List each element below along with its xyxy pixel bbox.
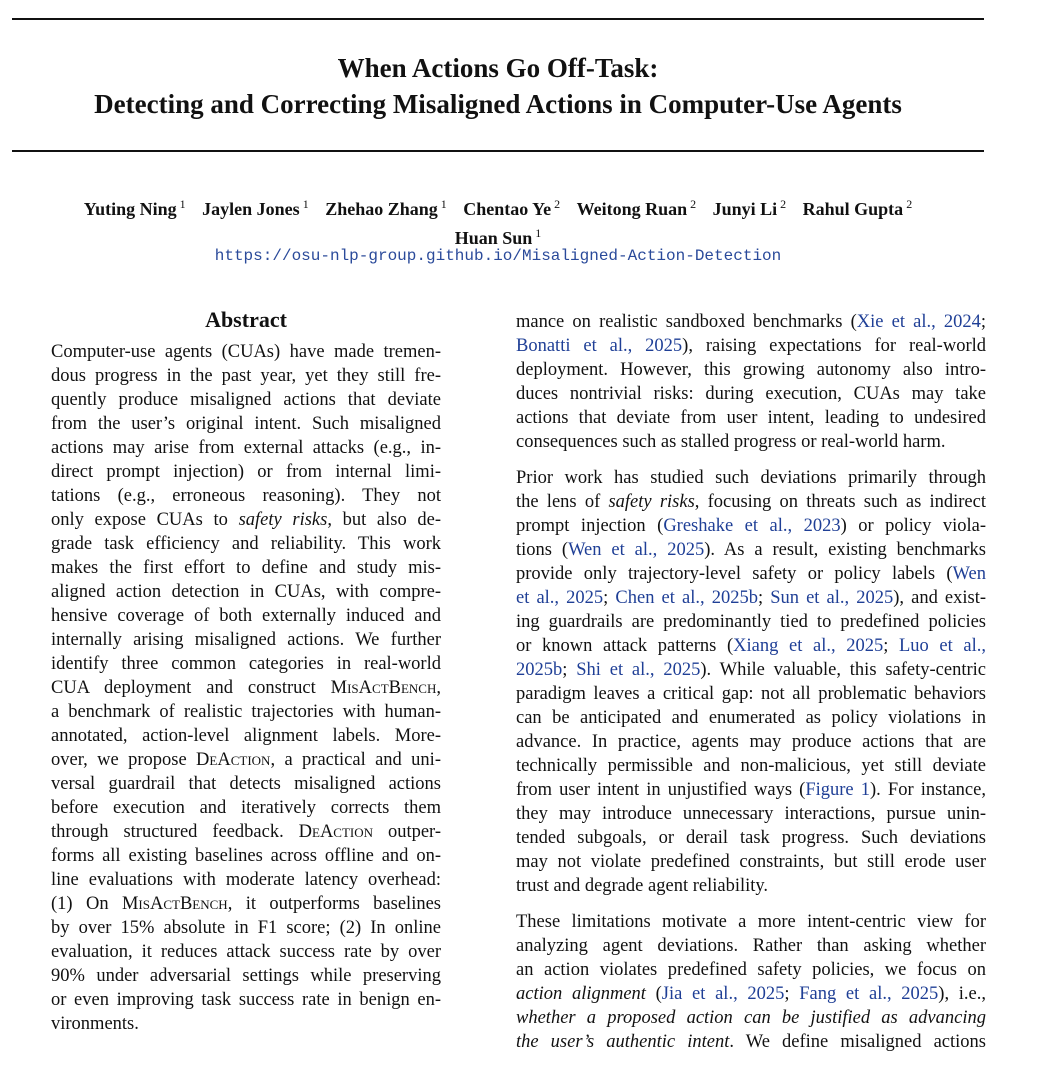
abstract-line: evaluation, it reduces attack success rate by over [51, 942, 441, 962]
abstract-line: CUA deployment and construct MisActBench, [51, 678, 441, 698]
abstract-line: over, we propose DeAction, a practical and uni- [51, 750, 441, 770]
abstract-heading: Abstract [205, 307, 287, 332]
author-name: Rahul Gupta [802, 199, 904, 219]
intro-line: or known attack patterns (Xiang et al., 2025; Luo et al., [516, 636, 986, 656]
intro-line: mance on realistic sandboxed benchmarks (Xie et al., 2024; [516, 312, 986, 332]
author-name: Yuting Ning [83, 199, 177, 219]
intro-line: provide only trajectory-level safety or policy labels (Wen [516, 564, 986, 584]
author-name: Weitong Ruan [576, 199, 688, 219]
abstract-line: by over 15% absolute in F1 score; (2) In online [51, 918, 441, 938]
author-affiliation: 2 [554, 197, 561, 211]
title-line-2: Detecting and Correcting Misaligned Actions in Computer-Use Agents [94, 89, 902, 119]
title-line-1: When Actions Go Off-Task: [337, 53, 659, 83]
author-affiliation: 2 [906, 197, 913, 211]
author-name: Junyi Li [712, 199, 778, 219]
abstract-line: only expose CUAs to safety risks, but also de- [51, 510, 441, 530]
author-name: Huan Sun [454, 228, 533, 248]
intro-paragraph [516, 910, 986, 1054]
abstract-line: identify three common categories in real-world [51, 654, 441, 674]
author-name: Zhehao Zhang [325, 199, 438, 219]
abstract-line: actions may arise from external attacks (e.g., in- [51, 438, 441, 458]
intro-line: technically permissible and non-malicious, yet still deviate [516, 756, 986, 776]
paper-title [12, 50, 984, 122]
intro-line: Bonatti et al., 2025), raising expectations for real-world [516, 336, 986, 356]
abstract-line: quently produce misaligned actions that deviate [51, 390, 441, 410]
intro-line: tions (Wen et al., 2025). As a result, existing benchmarks [516, 540, 986, 560]
intro-line: the user’s authentic intent. We define misaligned actions [516, 1032, 986, 1052]
abstract-line: makes the first effort to define and study mis- [51, 558, 441, 578]
abstract-line: direct prompt injection) or from internal limi- [51, 462, 441, 482]
abstract-line: tations (e.g., erroneous reasoning). They not [51, 486, 441, 506]
intro-line: an action violates predefined safety policies, we focus on [516, 960, 986, 980]
author [463, 192, 560, 221]
intro-line: duces nontrivial risks: during execution, CUAs may take [516, 384, 986, 404]
intro-line: paradigm leaves a critical gap: not all problematic behaviors [516, 684, 986, 704]
intro-line: tended subgoals, or derail task progress. Such deviations [516, 828, 986, 848]
title-top-rule [12, 18, 984, 20]
abstract-line: a benchmark of realistic trajectories with human- [51, 702, 441, 722]
abstract-line: through structured feedback. DeAction outper- [51, 822, 441, 842]
abstract-line: Computer-use agents (CUAs) have made tremen- [51, 342, 441, 362]
project-url-link[interactable]: https://osu-nlp-group.github.io/Misaligned-Action-Detection [214, 247, 782, 265]
title-bottom-rule [12, 150, 984, 152]
author-name: Jaylen Jones [202, 199, 300, 219]
intro-line: they may introduce unnecessary interactions, pursue unin- [516, 804, 986, 824]
intro-line: ing guardrails are predominantly tied to predefined policies [516, 612, 986, 632]
author-affiliation: 2 [690, 197, 697, 211]
author [325, 192, 447, 221]
abstract-line: 90% under adversarial settings while preserving [51, 966, 441, 986]
intro-line: whether a proposed action can be justified as advancing [516, 1008, 986, 1028]
abstract-line: hensive coverage of both externally induced and [51, 606, 441, 626]
intro-line: deployment. However, this growing autonomy also intro- [516, 360, 986, 380]
intro-line: et al., 2025; Chen et al., 2025b; Sun et al., 2025), and exist- [516, 588, 987, 608]
author-affiliation: 1 [302, 197, 309, 211]
intro-paragraph [516, 466, 986, 898]
author-list [12, 192, 984, 250]
intro-line: analyzing agent deviations. Rather than asking whether [516, 936, 986, 956]
intro-line: These limitations motivate a more intent-centric view for [516, 912, 986, 932]
abstract-line: aligned action detection in CUAs, with compre- [51, 582, 441, 602]
intro-paragraph [516, 310, 986, 454]
intro-line: can be anticipated and enumerated as policy violations in [516, 708, 986, 728]
author-name: Chentao Ye [463, 199, 552, 219]
abstract-line: (1) On MisActBench, it outperforms baselines [51, 894, 441, 914]
abstract-line: from the user’s original intent. Such misaligned [51, 414, 441, 434]
abstract-line: internally arising misaligned actions. We further [51, 630, 441, 650]
intro-line: action alignment (Jia et al., 2025; Fang et al., 2025), i.e., [516, 984, 986, 1004]
intro-line: advance. In practice, agents may produce actions that are [516, 732, 986, 752]
abstract-line: or even improving task success rate in benign en- [51, 990, 441, 1010]
intro-line: Prior work has studied such deviations primarily through [516, 468, 986, 488]
abstract-line: versal guardrail that detects misaligned actions [51, 774, 441, 794]
intro-line: may not violate predefined constraints, but still erode user [516, 852, 986, 872]
abstract-line: grade task efficiency and reliability. This work [51, 534, 441, 554]
author-affiliation: 1 [440, 197, 447, 211]
intro-line: 2025b; Shi et al., 2025). While valuable, this safety-centric [516, 660, 987, 680]
intro-line: consequences such as stalled progress or real-world harm. [516, 432, 946, 452]
author-affiliation: 2 [780, 197, 787, 211]
abstract-line: line evaluations with moderate latency overhead: [51, 870, 441, 890]
abstract-line: vironments. [51, 1014, 139, 1034]
abstract-line: before execution and iteratively corrects them [51, 798, 441, 818]
intro-line: from user intent in unjustified ways (Figure 1). For instance, [516, 780, 986, 800]
author-affiliation: 1 [535, 226, 542, 240]
abstract-body [51, 340, 441, 1036]
intro-line: prompt injection (Greshake et al., 2023) or policy viola- [516, 516, 986, 536]
author [803, 192, 913, 221]
author [577, 192, 697, 221]
abstract-line: forms all existing baselines across offline and on- [51, 846, 441, 866]
author [84, 192, 186, 221]
author [202, 192, 309, 221]
intro-line: trust and degrade agent reliability. [516, 876, 769, 896]
intro-line: actions that deviate from user intent, leading to undesired [516, 408, 986, 428]
abstract-section [51, 306, 441, 1036]
intro-line: the lens of safety risks, focusing on threats such as indirect [516, 492, 986, 512]
abstract-line: dous progress in the past year, yet they still fre- [51, 366, 441, 386]
author [713, 192, 787, 221]
abstract-line: annotated, action-level alignment labels. More- [51, 726, 441, 746]
author [455, 221, 542, 250]
introduction-column [516, 310, 986, 1066]
author-affiliation: 1 [179, 197, 186, 211]
